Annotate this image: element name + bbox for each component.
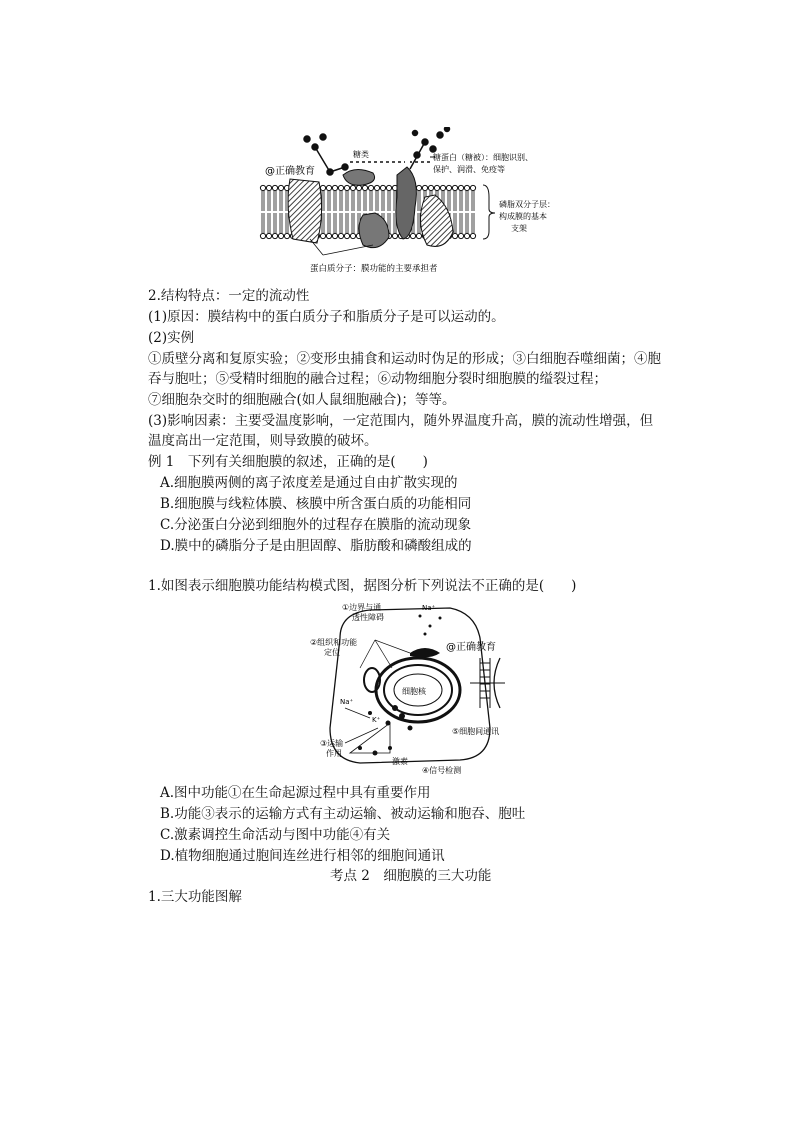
cell-function-diagram: [300, 598, 515, 778]
label-na-top: Na⁺: [422, 604, 436, 612]
membrane-proteins: [288, 167, 453, 248]
question1-option-d: D.植物细胞通过胞间连丝进行相邻的细胞间通讯: [160, 848, 445, 864]
question1-stem: 1.如图表示细胞膜功能结构模式图，据图分析下列说法不正确的是( ): [148, 578, 577, 594]
example1-option-a: A.细胞膜两侧的离子浓度差是通过自由扩散实现的: [160, 475, 458, 491]
nucleus-label: 细胞核: [402, 687, 426, 696]
label-organize-2: 定位: [324, 648, 340, 657]
label-transport-1: ③运输: [320, 739, 344, 748]
question1-option-a: A.图中功能①在生命起源过程中具有重要作用: [160, 785, 431, 801]
factor-line-2: 温度高出一定范围，则导致膜的破坏。: [148, 433, 378, 449]
reason-text: (1)原因：膜结构中的蛋白质分子和脂质分子是可以运动的。: [148, 309, 505, 325]
glycoprotein-label-1: 糖蛋白（糖被）：细胞识别、: [433, 153, 533, 162]
label-transport-2: 作用: [326, 749, 342, 758]
examples-line-2: 吞与胞吐；⑤受精时细胞的融合过程；⑥动物细胞分裂时细胞膜的缢裂过程；: [148, 371, 607, 387]
section-title: 考点 2 细胞膜的三大功能: [330, 868, 492, 884]
sugar-chains: [304, 127, 450, 175]
nucleus: [376, 658, 460, 722]
glycoprotein-label-2: 保护、润滑、免疫等: [433, 165, 505, 174]
label-boundary-2: 透性障碍: [352, 613, 384, 622]
label-boundary-1: ①边界与通: [342, 603, 382, 612]
membrane-structure-diagram: [255, 127, 575, 277]
example1-option-c: C.分泌蛋白分泌到细胞外的过程存在膜脂的流动现象: [160, 517, 472, 533]
bilayer-label-3: 支架: [511, 224, 527, 233]
membrane-structure-figure: [255, 127, 575, 277]
question1-option-c: C.激素调控生命活动与图中功能④有关: [160, 827, 391, 843]
examples-line-1: ①质壁分离和复原实验；②变形虫捕食和运动时伪足的形成；③白细胞吞噬细菌；④胞: [148, 351, 661, 367]
bilayer-brace: [483, 185, 495, 239]
sugar-label: 糖类: [353, 150, 369, 159]
examples-line-3: ⑦细胞杂交时的细胞融合(如人鼠细胞融合)；等等。: [148, 392, 456, 408]
label-na-left: Na⁺: [340, 698, 354, 706]
subsection-title: 1.三大功能图解: [148, 889, 242, 905]
example1-option-d: D.膜中的磷脂分子是由胆固醇、脂肪酸和磷酸组成的: [160, 538, 472, 554]
label-k: K⁺: [372, 716, 381, 724]
examples-heading: (2)实例: [148, 330, 195, 346]
bilayer-label-2: 构成膜的基本: [499, 212, 547, 221]
label-signal: ④信号检测: [422, 766, 462, 775]
label-hormone: 激素: [392, 757, 408, 766]
protein-caption: 蛋白质分子：膜功能的主要承担者: [310, 264, 438, 274]
cell-function-figure: [300, 598, 515, 778]
factor-line-1: (3)影响因素：主要受温度影响，一定范围内，随外界温度升高，膜的流动性增强，但: [148, 413, 654, 429]
bilayer-label-1: 磷脂双分子层：: [499, 200, 555, 209]
label-organize-1: ②组织和功能: [310, 638, 358, 647]
section-structure-heading: 2.结构特点：一定的流动性: [148, 288, 310, 304]
watermark-text: @正确教育: [265, 166, 315, 177]
golgi-apparatus: [410, 648, 440, 657]
label-communication: ⑤细胞间通讯: [452, 727, 500, 736]
example1-stem: 例 1 下列有关细胞膜的叙述，正确的是( ): [148, 454, 428, 470]
example1-option-b: B.细胞膜与线粒体膜、核膜中所含蛋白质的功能相同: [160, 496, 472, 512]
watermark-text: @正确教育: [446, 642, 496, 653]
question1-option-b: B.功能③表示的运输方式有主动运输、被动运输和胞吞、胞吐: [160, 806, 526, 822]
